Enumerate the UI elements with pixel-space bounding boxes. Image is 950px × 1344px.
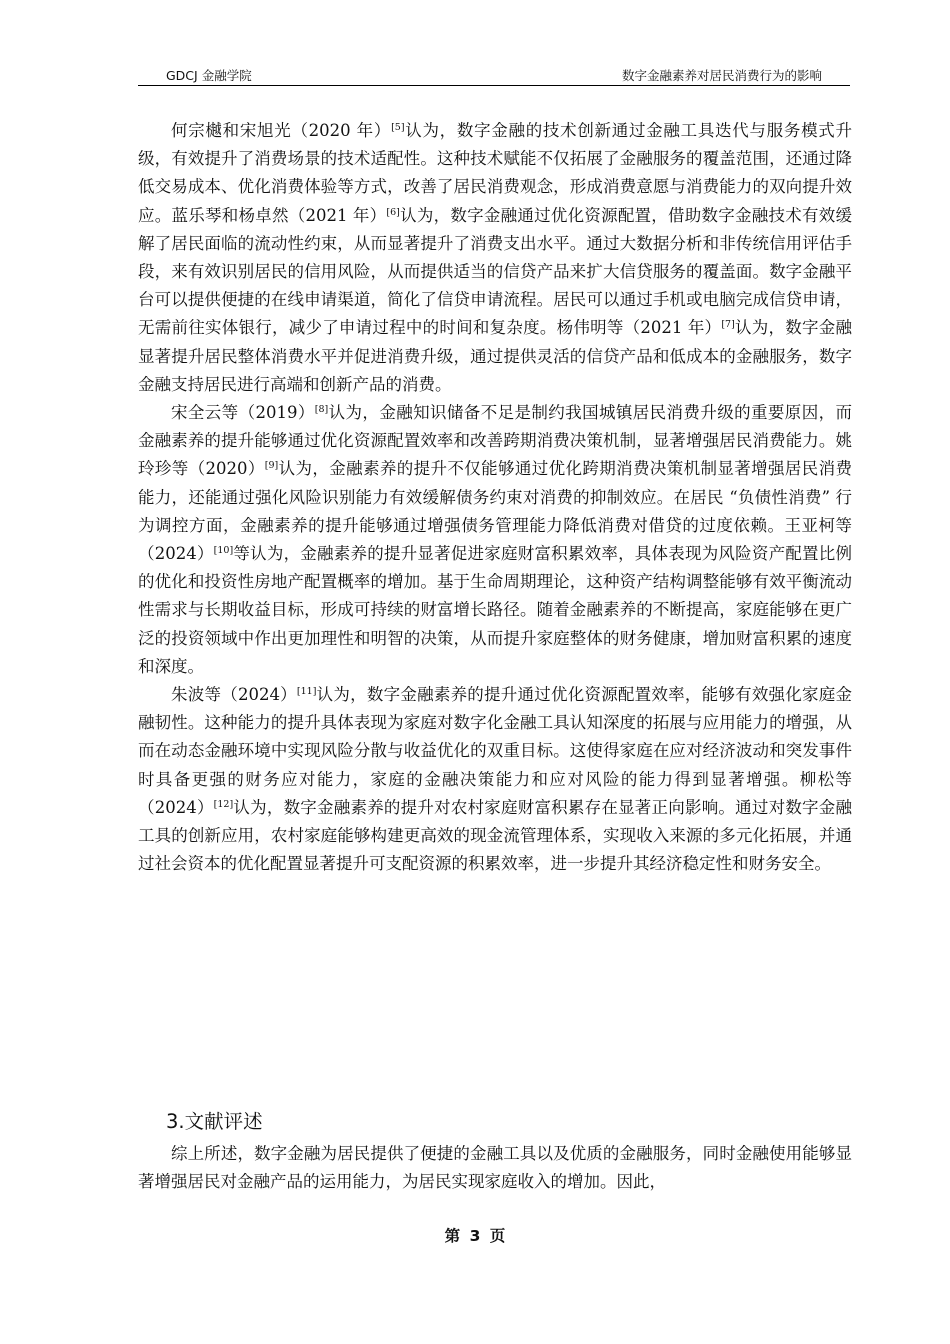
citation-reference: [10] [213, 545, 234, 557]
citation-reference: [5] [391, 122, 405, 133]
paragraph-text: 认为，数字金融的技术创新通过金融工具迭代与服务模式升级，有效提升了消费场景的技术适配性。这种技术赋能不仅拓展了金融服务的覆盖范围，还通过降低交易成本、优化消费体验等方式，改善了居民消费观念，形成消费意愿与消费能力的双向提升效应。蓝乐琴和杨卓然（2021 年） [138, 121, 852, 225]
page-prefix: 第 [444, 1227, 461, 1245]
paragraph-text: 宋全云等（2019） [171, 403, 315, 423]
paragraph-text: 认为，数字金融通过优化资源配置，借助数字金融技术有效缓解了居民面临的流动性约束，从而显著提升了消费支出水平。通过大数据分析和非传统信用评估手段，来有效识别居民的信用风险，从而提供适当的信贷产品来扩大信贷服务的覆盖面。数字金融平台可以提供便捷的在线申请渠道，简化了信贷申请流程。居民可以通过手机或电脑完成信贷申请，无需前往实体银行，减少了申请过程中的时间和复杂度。杨伟明等（2021 年） [138, 205, 852, 338]
paragraph-text: 认为，数字金融素养的提升通过优化资源配置效率，能够有效强化家庭金融韧性。这种能力的提升具体表现为家庭对数字化金融工具认知深度的拓展与应用能力的增强，从而在动态金融环境中实现风险分散与收益优化的双重目标。这使得家庭在应对经济波动和突发事件时具备更强的财务应对能力，家庭的金融决策能力和应对风险的能力得到显著增强。柳松等（2024） [138, 685, 853, 817]
paragraph-text: 认为，金融素养的提升不仅能够通过优化跨期消费决策机制显著增强居民消费能力，还能通过强化风险识别能力有效缓解债务约束对消费的抑制效应。在居民 “负债性消费” 行为调控方面，金融素养的提升能够通过增强债务管理能力降低消费对借贷的过度依赖。王亚柯等（2024） [138, 459, 852, 564]
section-heading: 3.文献评述 [166, 1110, 263, 1133]
summary-paragraph: 综上所述，数字金融为居民提供了便捷的金融工具以及优质的金融服务，同时金融使用能够显著增强居民对金融产品的运用能力，为居民实现家庭收入的增加。因此， [138, 1144, 852, 1192]
paragraph-text: 何宗樾和宋旭光（2020 年） [171, 121, 392, 140]
paragraph-text: 认为，数字金融显著提升居民整体消费水平并促进消费升级，通过提供灵活的信贷产品和低成本的金融服务，数字金融支持居民进行高端和创新产品的消费。 [138, 318, 852, 394]
header-rule [138, 85, 850, 86]
page-suffix: 页 [489, 1227, 506, 1245]
page-footer [0, 1224, 950, 1246]
paragraph-text: 朱波等（2024） [171, 685, 297, 705]
page-number: 3 [469, 1227, 481, 1245]
running-header [138, 66, 850, 86]
citation-reference: [7] [721, 319, 735, 331]
header-institution: GDCJ 金融学院 [166, 68, 252, 83]
literature-review-body [138, 117, 852, 878]
body-paragraph [138, 399, 852, 681]
citation-reference: [8] [314, 404, 329, 416]
paragraph-text: 认为，金融知识储备不足是制约我国城镇居民消费升级的重要原因，而金融素养的提升能够通过优化资源配置效率和改善跨期消费决策机制，显著增强居民消费能力。姚玲珍等（2020） [138, 403, 852, 479]
paragraph-text: 等认为，金融素养的提升显著促进家庭财富积累效率，具体表现为风险资产配置比例的优化和投资性房地产配置概率的增加。基于生命周期理论，这种资产结构调整能够有效平衡流动性需求与长期收益目标，形成可持续的财富增长路径。随着金融素养的不断提高，家庭能够在更广泛的投资领域中作出更加理性和明智的决策，从而提升家庭整体的财务健康，增加财富积累的速度和深度。 [138, 544, 852, 676]
paragraph-text: 认为，数字金融素养的提升对农村家庭财富积累存在显著正向影响。通过对数字金融工具的创新应用，农村家庭能够构建更高效的现金流管理体系，实现收入来源的多元化拓展，并通过社会资本的优化配置显著提升可支配资源的积累效率，进一步提升其经济稳定性和财务安全。 [138, 797, 852, 874]
header-thesis-title: 数字金融素养对居民消费行为的影响 [621, 68, 822, 83]
citation-reference: [11] [296, 686, 317, 698]
body-paragraph [138, 681, 852, 878]
body-paragraph [138, 117, 852, 399]
citation-reference: [6] [386, 206, 400, 218]
citation-reference: [9] [264, 460, 279, 472]
citation-reference: [12] [213, 798, 234, 810]
summary-body [138, 1140, 852, 1196]
